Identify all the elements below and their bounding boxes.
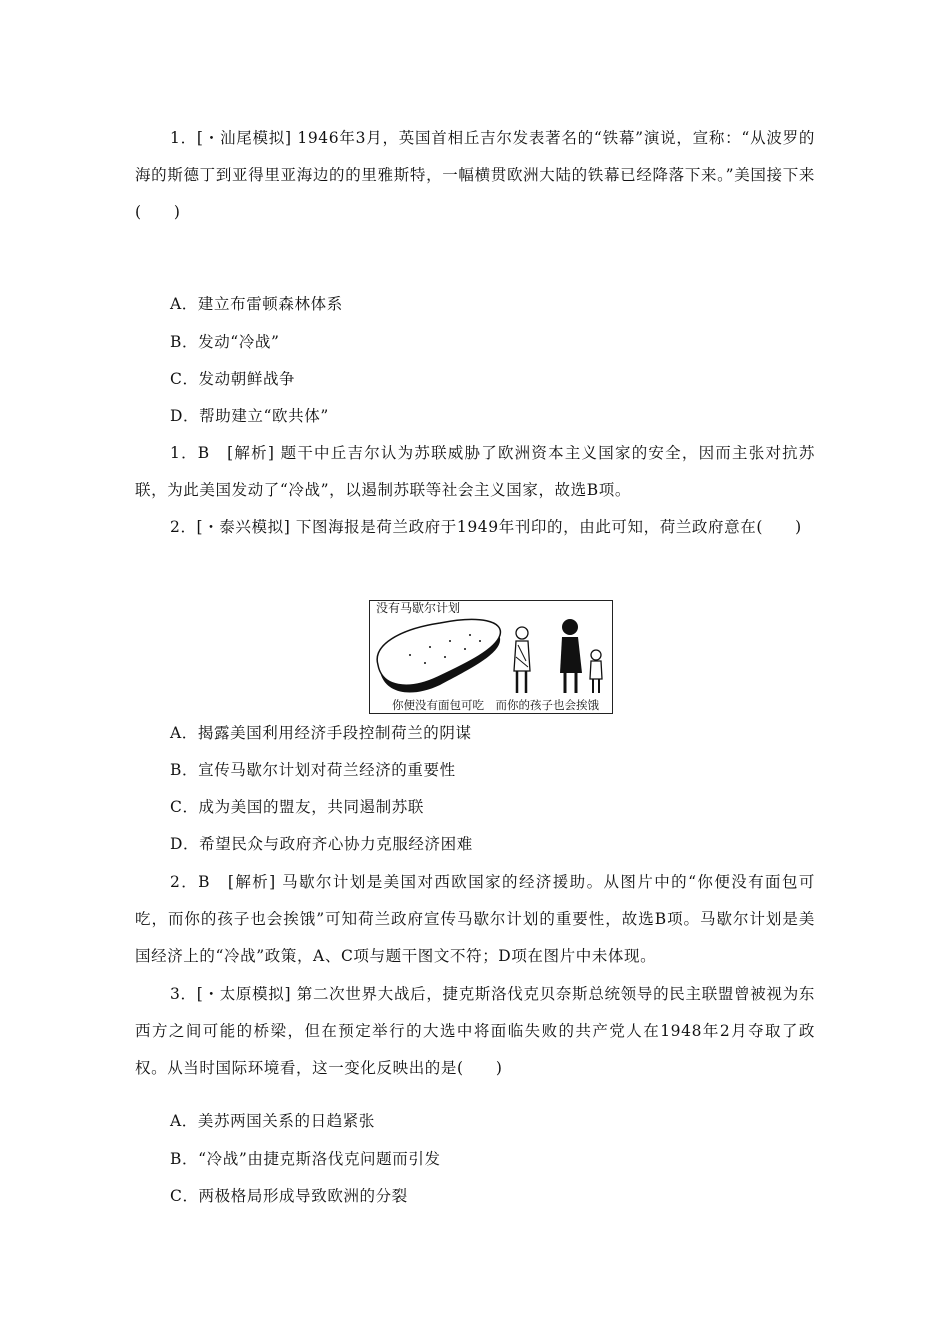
question-1-stem: 1．[・汕尾模拟] 1946年3月，英国首相丘吉尔发表著名的“铁幕”演说，宣称：“从波罗的海的斯德丁到亚得里亚海边的的里雅斯特，一幅横贯欧洲大陆的铁幕已经降落下来。”美国接下来( ): [135, 129, 815, 221]
question-2-option-b: B．宣传马歇尔计划对荷兰经济的重要性: [170, 761, 456, 779]
question-1-option-d: D．帮助建立“欧共体”: [170, 407, 329, 425]
question-3-option-b: B．“冷战”由捷克斯洛伐克问题而引发: [170, 1150, 441, 1168]
question-3-option-a: A．美苏两国关系的日趋紧张: [170, 1112, 375, 1130]
question-1-answer: 1．B [解析] 题干中丘吉尔认为苏联威胁了欧洲资本主义国家的安全，因而主张对抗苏联，为此美国发动了“冷战”，以遏制苏联等社会主义国家，故选B项。: [135, 444, 815, 499]
question-1-option-b: B．发动“冷战”: [170, 333, 280, 351]
question-2-answer: 2．B [解析] 马歇尔计划是美国对西欧国家的经济援助。从图片中的“你便没有面包可吃，而你的孩子也会挨饿”可知荷兰政府宣传马歇尔计划的重要性，故选B项。马歇尔计划是美国经济上的“冷战”政策，A、C项与题干图文不符；D项在图片中未体现。: [135, 873, 815, 965]
question-2-option-a: A．揭露美国利用经济手段控制荷兰的阴谋: [170, 724, 472, 742]
poster-top-caption: 没有马歇尔计划: [376, 601, 461, 615]
poster-bottom-caption: 你便没有面包可吃 而你的孩子也会挨饿: [392, 698, 599, 712]
question-2-option-d: D．希望民众与政府齐心协力克服经济困难: [170, 835, 473, 853]
question-2-stem: 2．[・泰兴模拟] 下图海报是荷兰政府于1949年刊印的，由此可知，荷兰政府意在( ): [170, 518, 802, 536]
question-3-stem: 3．[・太原模拟] 第二次世界大战后，捷克斯洛伐克贝奈斯总统领导的民主联盟曾被视为东西方之间可能的桥梁，但在预定举行的大选中将面临失败的共产党人在1948年2月夺取了政权。从当时国际环境看，这一变化反映出的是( ): [135, 985, 815, 1077]
question-1-option-c: C．发动朝鲜战争: [170, 370, 296, 388]
marshall-plan-poster: [369, 600, 613, 714]
question-2-option-c: C．成为美国的盟友，共同遏制苏联: [170, 798, 424, 816]
question-3-option-c: C．两极格局形成导致欧洲的分裂: [170, 1187, 408, 1205]
question-1-option-a: A．建立布雷顿森林体系: [170, 295, 343, 313]
